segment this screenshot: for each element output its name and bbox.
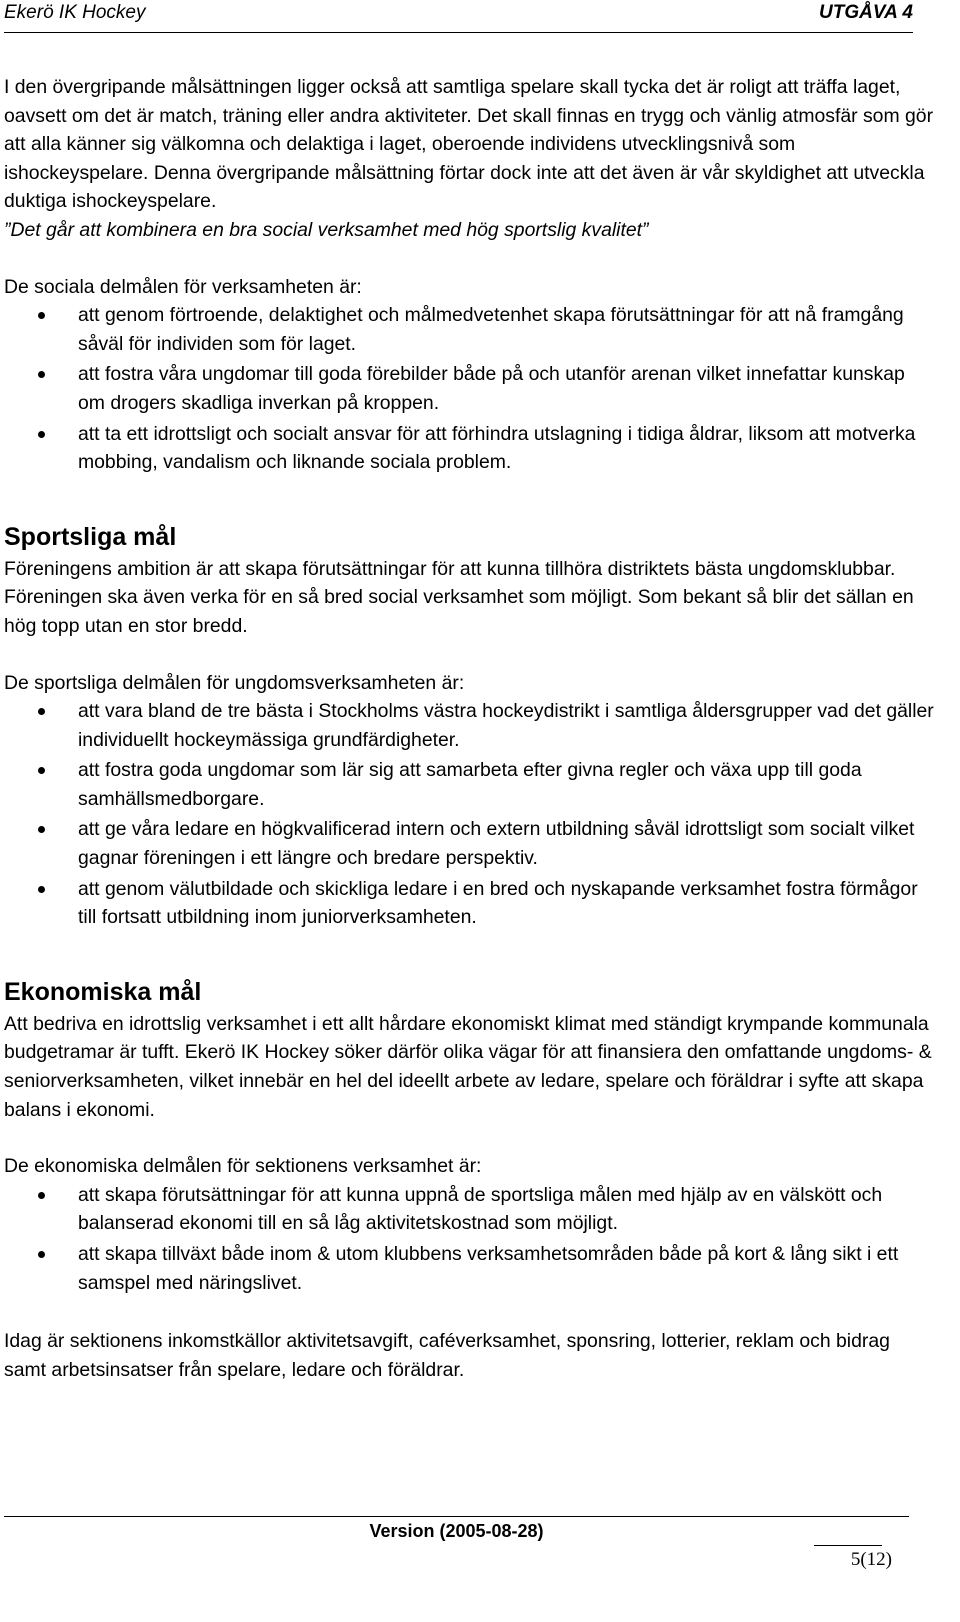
- document-body: [4, 73, 934, 1384]
- page-number: 5(12): [850, 1549, 892, 1570]
- list-item: att fostra våra ungdomar till goda förebilder både på och utanför arenan vilket innefattar kunskap om drogers skadliga inverkan på kroppen.: [4, 360, 934, 417]
- economy-goals-list: [4, 1181, 934, 1297]
- spacer: [4, 1124, 934, 1152]
- page-header: [4, 0, 913, 33]
- page-number-rule: [814, 1545, 882, 1546]
- spacer: [4, 1299, 934, 1327]
- spacer: [4, 479, 934, 521]
- list-item: att vara bland de tre bästa i Stockholms västra hockeydistrikt i samtliga åldersgrupper vad det gäller individuellt hockeymässiga grundfärdigheter.: [4, 697, 934, 754]
- page-footer: [4, 1516, 909, 1570]
- spacer: [4, 641, 934, 669]
- intro-quote: ”Det går att kombinera en bra social verksamhet med hög sportslig kvalitet”: [4, 218, 649, 241]
- list-item: att skapa tillväxt både inom & utom klubbens verksamhetsområden både på kort & lång sikt i ett samspel med näringslivet.: [4, 1240, 934, 1297]
- social-lead: De sociala delmålen för verksamheten är:: [4, 275, 362, 298]
- list-item: att ta ett idrottsligt och socialt ansvar för att förhindra utslagning i tidiga åldrar, liksom att motverka mobbing, vandalism och liknande sociala problem.: [4, 420, 934, 477]
- economy-heading: Ekonomiska mål: [4, 977, 202, 1006]
- sports-lead: De sportsliga delmålen för ungdomsverksamheten är:: [4, 671, 465, 694]
- footer-version: Version (2005-08-28): [369, 1521, 544, 1541]
- spacer: [4, 934, 934, 976]
- social-goals-list: [4, 301, 934, 477]
- economy-paragraph: Att bedriva en idrottslig verksamhet i ett allt hårdare ekonomiskt klimat med ständigt krympande kommunala budgetramar är tufft. Ekerö IK Hockey söker därför olika vägar för att finansiera den omfattande ungdoms- & seniorverksamheten, vilket innebär en hel del ideellt arbete av ledare, spelare och föräldrar i syfte att skapa balans i ekonomi.: [4, 1012, 932, 1121]
- header-issue: UTGÅVA 4: [819, 2, 913, 23]
- sports-goals-list: [4, 697, 934, 932]
- economy-lead: De ekonomiska delmålen för sektionens verksamhet är:: [4, 1155, 482, 1178]
- list-item: att genom välutbildade och skickliga ledare i en bred och nyskapande verksamhet fostra förmågor till fortsatt utbildning inom juniorverksamheten.: [4, 875, 934, 932]
- economy-closing: Idag är sektionens inkomstkällor aktivitetsavgift, caféverksamhet, sponsring, lotterier, reklam och bidrag samt arbetsinsatser från spelare, ledare och föräldrar.: [4, 1330, 890, 1381]
- list-item: att fostra goda ungdomar som lär sig att samarbeta efter givna regler och växa upp till goda samhällsmedborgare.: [4, 756, 934, 813]
- sports-paragraph: Föreningens ambition är att skapa förutsättningar för att kunna tillhöra distriktets bästa ungdomsklubbar. Föreningen ska även verka för en så bred social verksamhet som möjligt. Som bekant så blir det sällan en hög topp utan en stor bredd.: [4, 557, 914, 637]
- header-title: Ekerö IK Hockey: [4, 2, 146, 23]
- spacer: [4, 245, 934, 273]
- sports-heading: Sportsliga mål: [4, 522, 177, 551]
- list-item: att ge våra ledare en högkvalificerad intern och extern utbildning såväl idrottsligt som socialt vilket gagnar föreningen i ett längre och bredare perspektiv.: [4, 815, 934, 872]
- list-item: att genom förtroende, delaktighet och målmedvetenhet skapa förutsättningar för att nå framgång såväl för individen som för laget.: [4, 301, 934, 358]
- list-item: att skapa förutsättningar för att kunna uppnå de sportsliga målen med hjälp av en välskött och balanserad ekonomi till en så låg aktivitetskostnad som möjligt.: [4, 1181, 934, 1238]
- intro-paragraph: I den övergripande målsättningen ligger också att samtliga spelare skall tycka det är roligt att träffa laget, oavsett om det är match, träning eller andra aktiviteter. Det skall finnas en trygg och vänlig atmosfär som gör att alla känner sig välkomna och delaktiga i laget, oberoende individens utvecklingsnivå som ishockeyspelare. Denna övergripande målsättning förtar dock inte att det även är vår skyldighet att utveckla duktiga ishockeyspelare.: [4, 76, 934, 213]
